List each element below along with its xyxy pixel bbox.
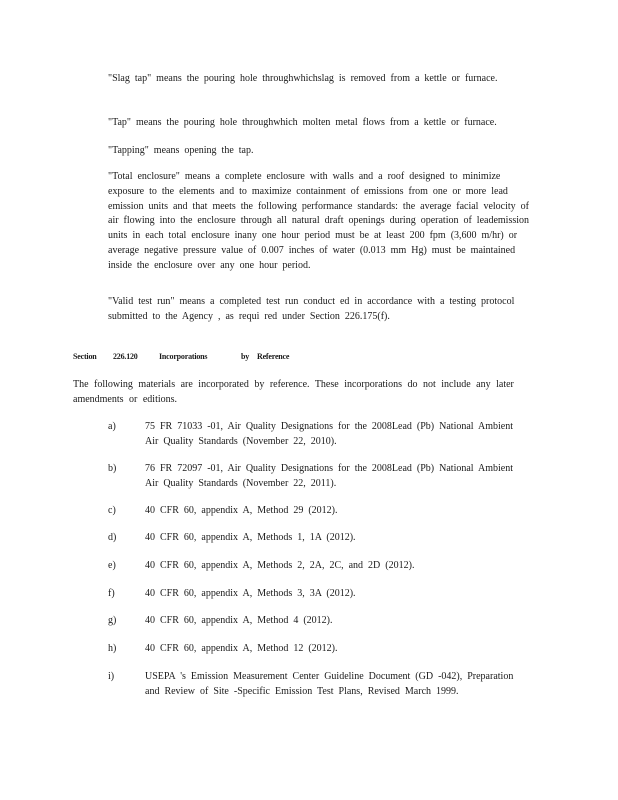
section-title-part3: Reference [257,352,290,361]
list-item-marker: b) [108,463,117,474]
section-number: 226.120 [113,352,138,361]
list-item-marker: c) [108,505,116,516]
intro-paragraph: The following materials are incorporated by reference. These incorporations do not include any later amendments or editions. [73,379,514,405]
definition-valid-test-run: "Valid test run" means a completed test run conduct ed in accordance with a testing protocol submitted to the Agency , as requi red under Section 226.175(f). [108,296,515,322]
list-item-marker: i) [108,671,115,682]
definition-tap: "Tap" means the pouring hole throughwhich molten metal flows from a kettle or furnace. [108,117,497,128]
list-item-text: 40 CFR 60, appendix A, Method 29 (2012). [145,505,338,516]
section-title-part2: by [241,352,250,361]
list-item-text: 40 CFR 60, appendix A, Method 4 (2012). [145,615,333,626]
list-item-marker: f) [108,588,115,599]
list-item-text: 40 CFR 60, appendix A, Method 12 (2012). [145,643,338,654]
section-heading [73,352,289,361]
list-item-text: 75 FR 71033 -01, Air Quality Designations for the 2008Lead (Pb) National Ambient Air Quality Standards (November 22, 2010). [145,421,514,447]
definition-slag-tap: "Slag tap" means the pouring hole throughwhichslag is removed from a kettle or furnace. [108,73,498,84]
list-item-text: 40 CFR 60, appendix A, Methods 1, 1A (2012). [145,532,356,543]
definition-total-enclosure: "Total enclosure" means a complete enclosure with walls and a roof designed to minimize exposure to the elements and to maximize containment of emissions from one or more lead emission units and that meets the following performance standards: the average facial velocity of air flowing into the enclosure through all natural draft openings during operation of leademission units in each total enclosure inany one hour period must be at least 200 fpm (3,600 m/hr) or average negative pressure value of 0.007 inches of water (0.013 mm Hg) must be maintained inside the enclosure over any one hour period. [108,171,530,271]
list-item-text: 40 CFR 60, appendix A, Methods 3, 3A (2012). [145,588,356,599]
list-item-marker: g) [108,615,117,626]
list-item-text: 40 CFR 60, appendix A, Methods 2, 2A, 2C, and 2D (2012). [145,560,415,571]
section-label: Section [73,352,97,361]
list-item-text: USEPA 's Emission Measurement Center Guideline Document (GD -042), Preparation and Review of Site -Specific Emission Test Plans, Revised March 1999. [145,671,514,697]
definition-tapping: "Tapping" means opening the tap. [108,145,254,156]
list-item-text: 76 FR 72097 -01, Air Quality Designations for the 2008Lead (Pb) National Ambient Air Quality Standards (November 22, 2011). [145,463,514,489]
list-item-marker: d) [108,532,117,543]
list-item-marker: a) [108,421,116,432]
list-item-marker: h) [108,643,117,654]
section-title-part1: Incorporations [159,352,208,361]
list-item-marker: e) [108,560,116,571]
